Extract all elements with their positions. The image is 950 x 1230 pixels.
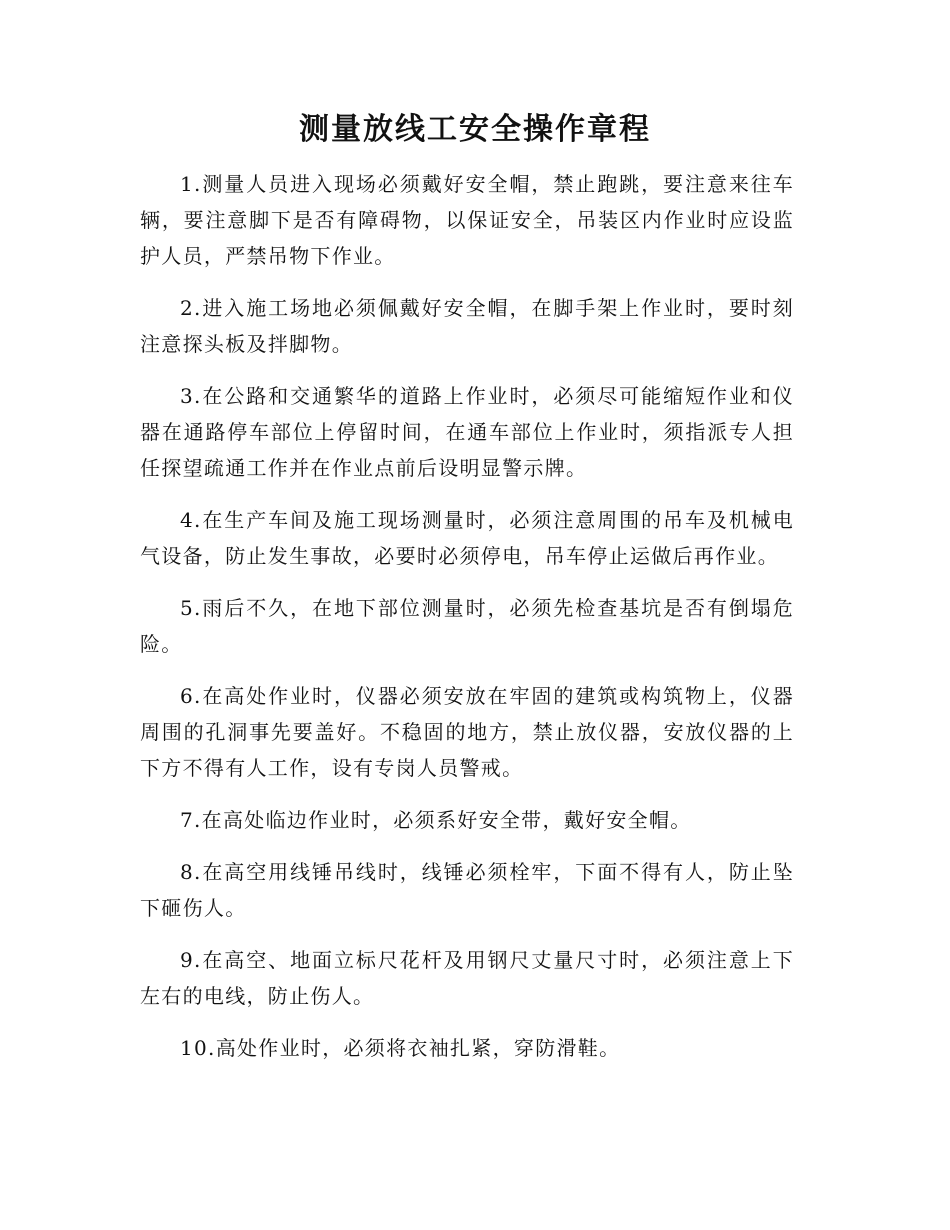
paragraph-3: 3.在公路和交通繁华的道路上作业时，必须尽可能缩短作业和仪器在通路停车部位上停留时间，在通车部位上作业时，须指派专人担任探望疏通工作并在作业点前后设明显警示牌。 xyxy=(140,384,794,480)
paragraph-10: 10.高处作业时，必须将衣袖扎紧，穿防滑鞋。 xyxy=(180,1036,621,1060)
paragraph-2: 2.进入施工场地必须佩戴好安全帽，在脚手架上作业时，要时刻注意探头板及拌脚物。 xyxy=(140,296,794,356)
document-title: 测量放线工安全操作章程 xyxy=(299,112,651,147)
paragraph-5: 5.雨后不久，在地下部位测量时，必须先检查基坑是否有倒塌危险。 xyxy=(140,596,794,656)
paragraph-7: 7.在高处临边作业时，必须系好安全带，戴好安全帽。 xyxy=(180,808,692,832)
paragraph-8: 8.在高空用线锤吊线时，线锤必须栓牢，下面不得有人，防止坠下砸伤人。 xyxy=(140,860,794,920)
paragraph-9: 9.在高空、地面立标尺花杆及用钢尺丈量尺寸时，必须注意上下左右的电线，防止伤人。 xyxy=(140,948,794,1008)
paragraph-6: 6.在高处作业时，仪器必须安放在牢固的建筑或构筑物上，仪器周围的孔洞事先要盖好。不稳固的地方，禁止放仪器，安放仪器的上下方不得有人工作，设有专岗人员警戒。 xyxy=(140,684,794,780)
paragraph-4: 4.在生产车间及施工现场测量时，必须注意周围的吊车及机械电气设备，防止发生事故，必要时必须停电，吊车停止运做后再作业。 xyxy=(140,508,794,568)
paragraph-1: 1.测量人员进入现场必须戴好安全帽，禁止跑跳，要注意来往车辆，要注意脚下是否有障碍物，以保证安全，吊装区内作业时应设监护人员，严禁吊物下作业。 xyxy=(140,172,794,268)
document-body xyxy=(140,166,794,1082)
